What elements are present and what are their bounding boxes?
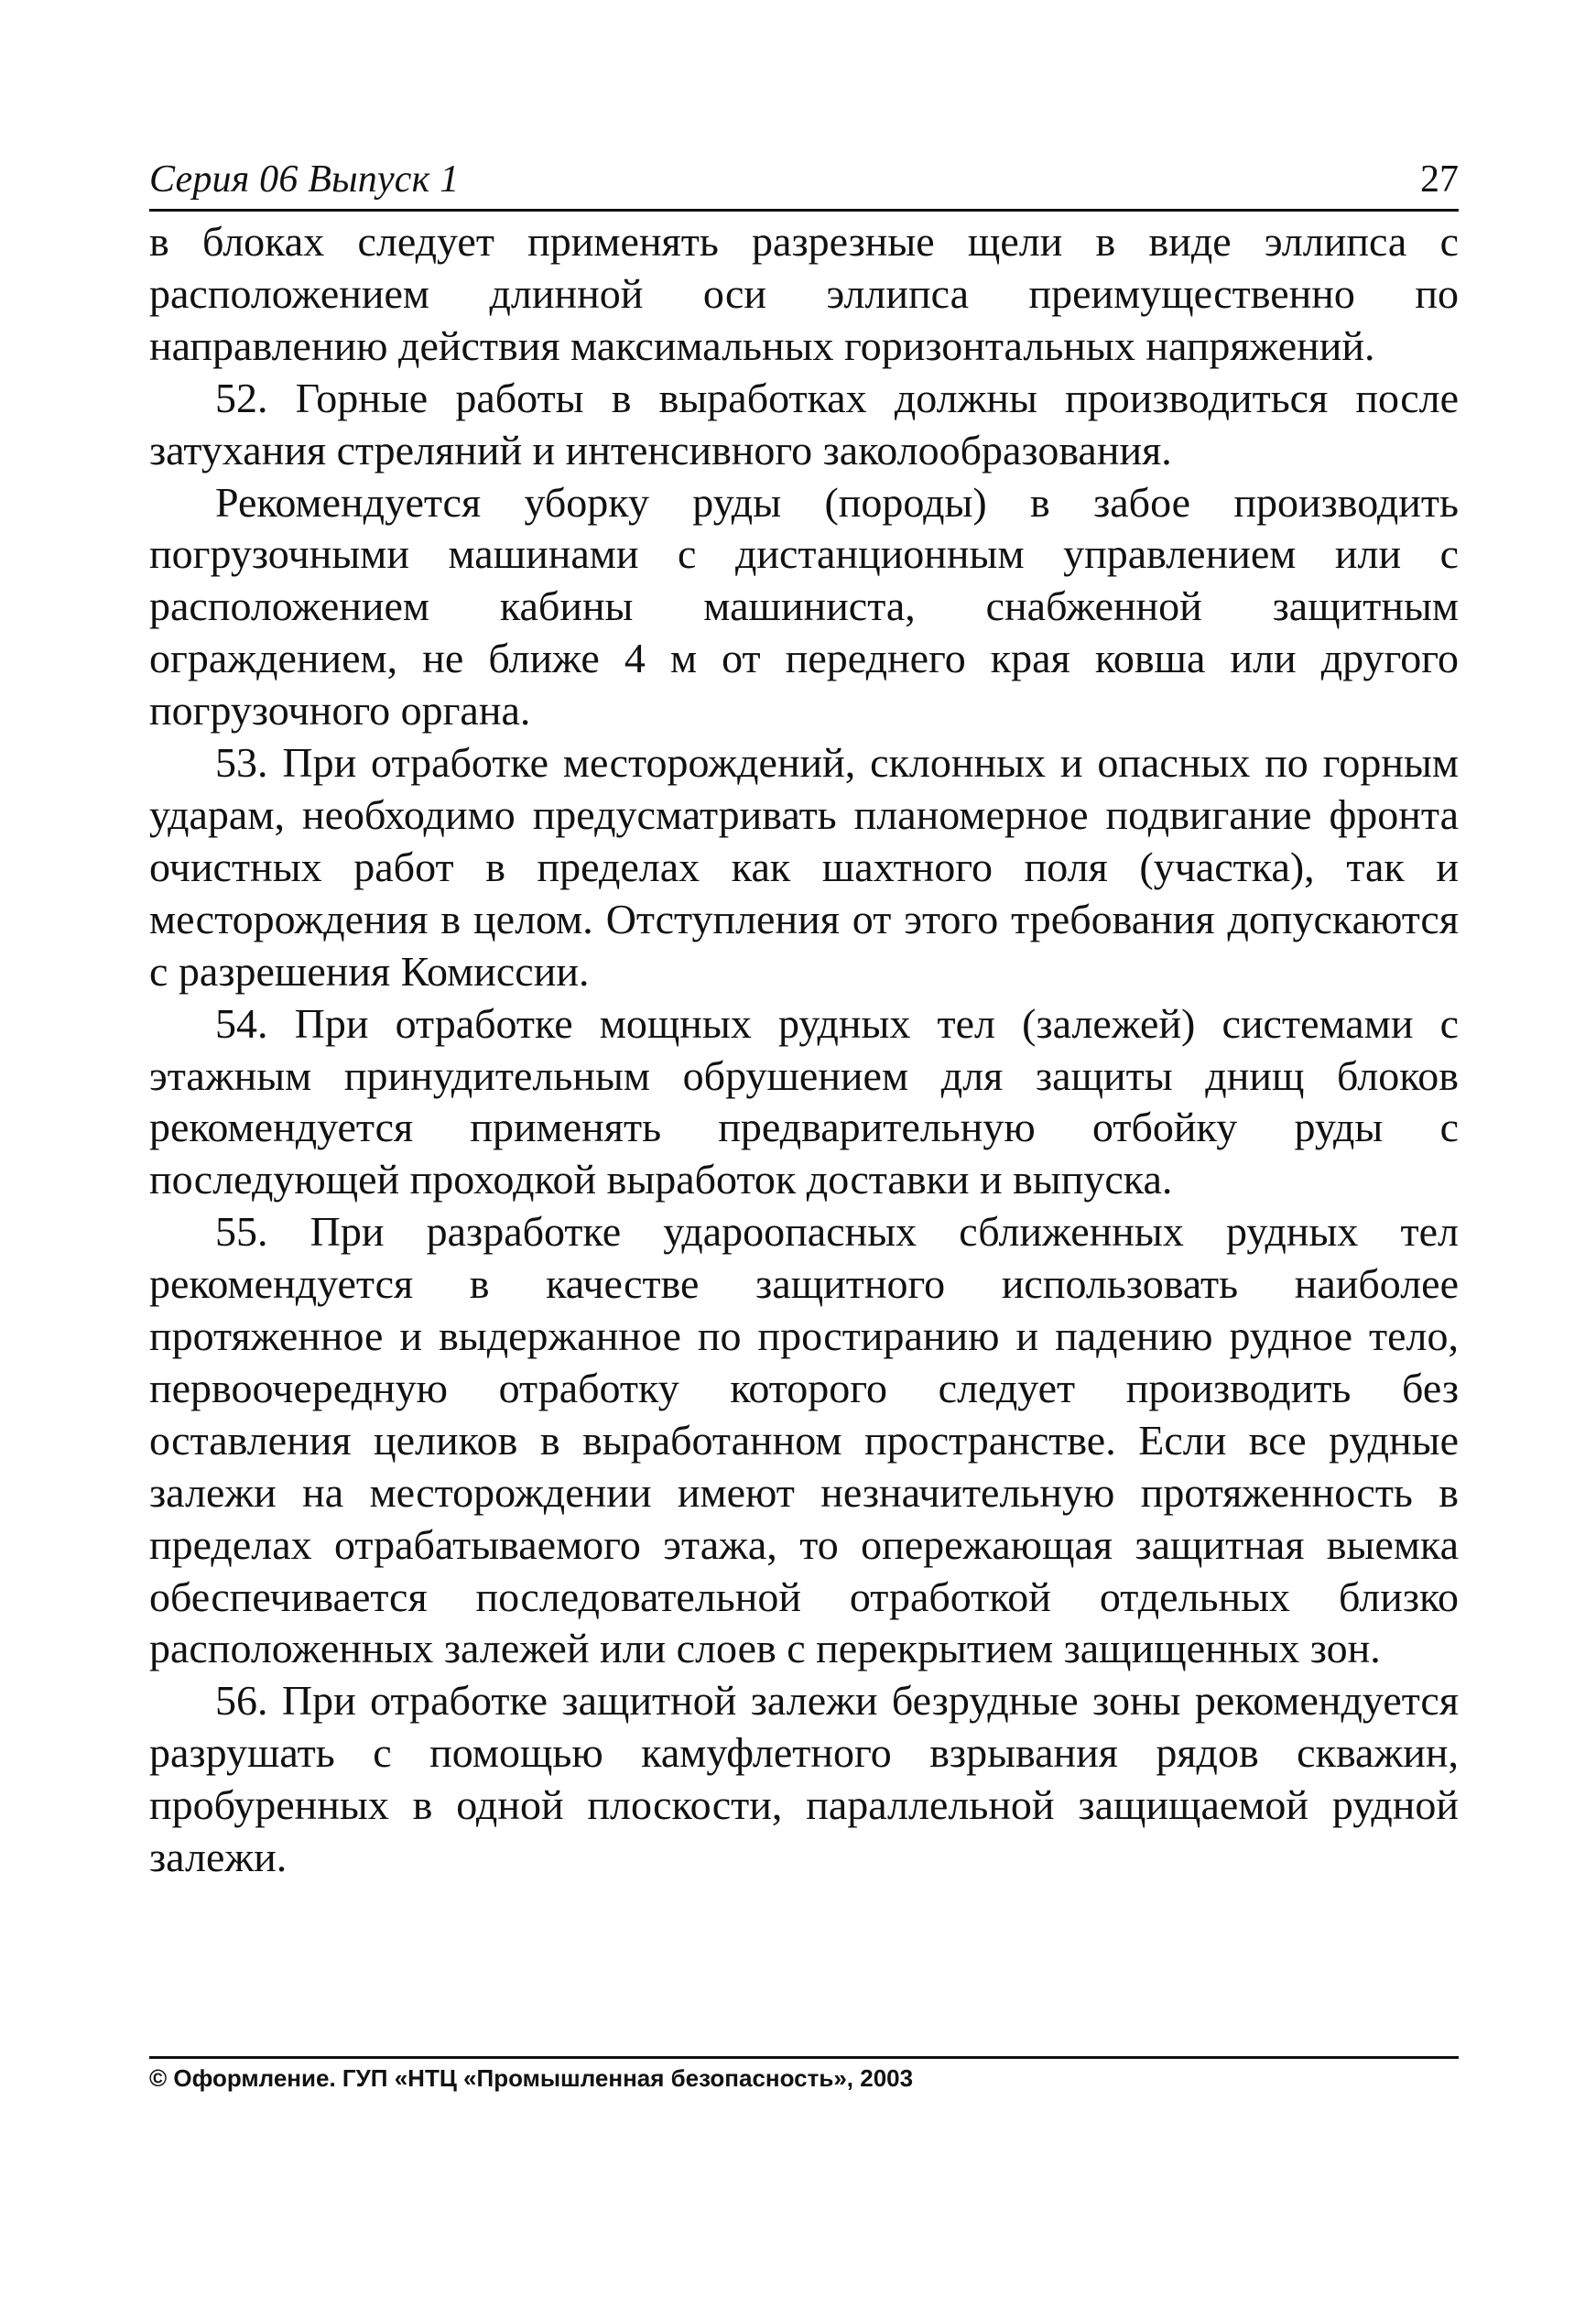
paragraph-53: 53. При отработке месторождений, склонных и опасных по горным ударам, необходимо предусматривать планомерное подвигание фронта очистных работ в пределах как шахтного поля (участка), так и месторождения в целом. Отступления от этого требования допускаются с разрешения Комиссии. xyxy=(149,739,1459,995)
series-issue-label: Серия 06 Выпуск 1 xyxy=(149,158,460,201)
page-number: 27 xyxy=(1420,158,1459,201)
copyright-credit: © Оформление. ГУП «НТЦ «Промышленная безопасность», 2003 xyxy=(149,2064,914,2092)
paragraph-recommendation: Рекомендуется уборку руды (породы) в забое производить погрузочными машинами с дистанционным управлением или с расположением кабины машиниста, снабженной защитным ограждением, не ближе 4 м от переднего края ковша или другого погрузочного органа. xyxy=(149,478,1459,735)
document-body xyxy=(149,216,1459,1884)
paragraph-55: 55. При разработке удароопасных сближенных рудных тел рекомендуется в качестве защитного использовать наиболее протяженное и выдержанное по простиранию и падению рудное тело, первоочередную отработку которого следует производить без оставления целиков в выработанном пространстве. Если все рудные залежи на месторождении имеют незначительную протяженность в пределах отрабатываемого этажа, то опережающая защитная выемка обеспечивается последовательной отработкой отдельных близко расположенных залежей или слоев с перекрытием защищенных зон. xyxy=(149,1208,1459,1672)
paragraph-continued: в блоках следует применять разрезные щели в виде эллипса с расположением длинной оси эллипса преимущественно по направлению действия максимальных горизонтальных напряжений. xyxy=(149,218,1459,369)
paragraph-52: 52. Горные работы в выработках должны производиться после затухания стреляний и интенсивного заколообразования. xyxy=(149,374,1459,474)
paragraph-54: 54. При отработке мощных рудных тел (залежей) системами с этажным принудительным обрушением для защиты днищ блоков рекомендуется применять предварительную отбойку руды с последующей проходкой выработок доставки и выпуска. xyxy=(149,999,1459,1203)
footer-divider xyxy=(149,2056,1459,2059)
page-header xyxy=(149,154,1459,212)
paragraph-56: 56. При отработке защитной залежи безрудные зоны рекомендуется разрушать с помощью камуфлетного взрывания рядов скважин, пробуренных в одной плоскости, параллельной защищаемой рудной залежи. xyxy=(149,1677,1459,1881)
